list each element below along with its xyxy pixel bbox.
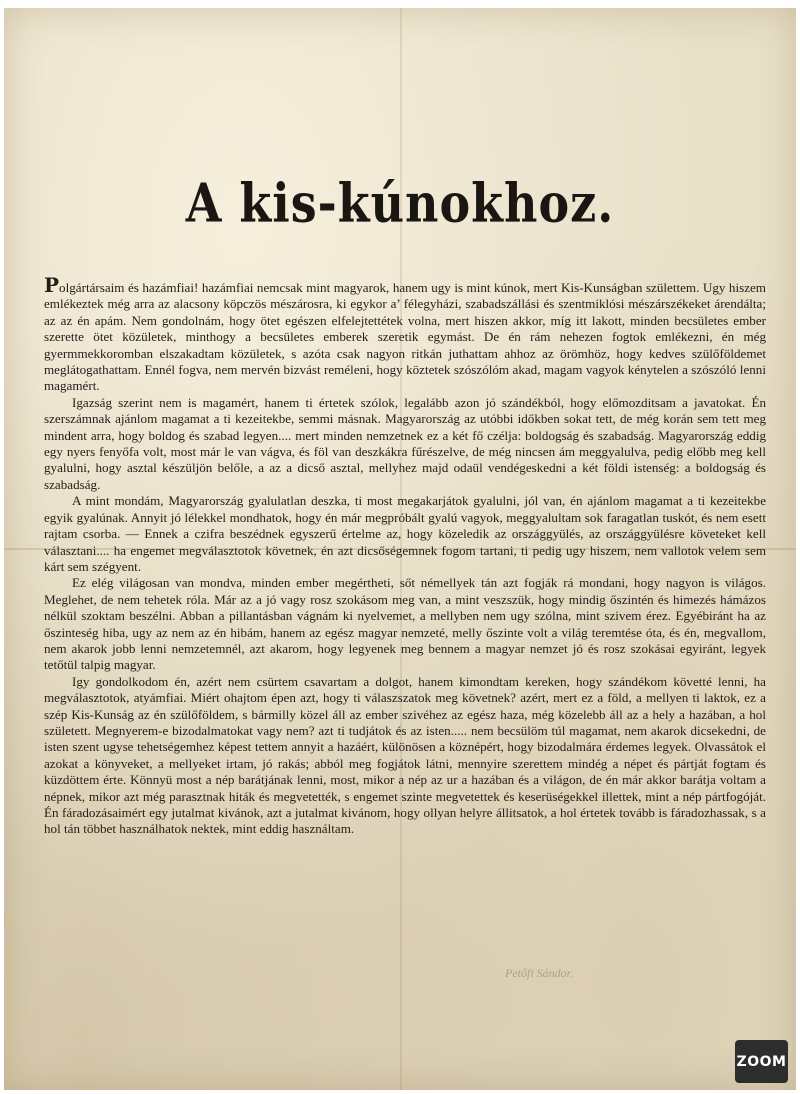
document-body <box>44 273 766 838</box>
zoom-watermark-logo: ZOOM <box>735 1040 788 1083</box>
drop-cap: P <box>44 273 60 297</box>
paragraph: Igazság szerint nem is magamért, hanem ti értetek szólok, legalább azon jó szándékból, hogy előmozditsam a javatokat. Én szerszámnak ajánlom magamat a ti kezeitekbe, semmi másnak. Magyarország az utóbbi időkben sokat tett, de még korán sem tett meg mindent arra, hogy boldog és szabad legyen.... mert minden nemzetnek ez a két fő czélja: boldogság és szabadság. Magyarország eddig egy nyers fenyőfa volt, most már le van vágva, és föl van deszkákra fűrészelve, de még nincsen ám meggyalulva, pedig előbb meg kell gyalulni, hogy asztal készüljön belőle, a az a dicső asztal, mellyhez majd odaül vendégeskedni a két földi istenség: a boldogság és szabadság. <box>44 394 766 492</box>
paragraph: Polgártársaim és hazámfiai! hazámfiai nemcsak mint magyarok, hanem ugy is mint kúnok, mert Kis-Kunságban születtem. Ugy hiszem emlékeztek még arra az alacsony köpczös mészárosra, ki egykor a’ félegyházi, szabadszállási és szentmiklósi mészárszékeket árendálta; az az én apám. Nem gondolnám, hogy ötet egészen elfelejtettétek volna, mert hiszen akkor, míg itt lakott, minden becsületes ember szerette ötet közületek, minthogy a becsületes emberek szeretik egymást. De én rám nehezen fogtok emlékezni, én még gyermmekkoromban elszakadtam közületek, s azóta csak nagyon ritkán juthattam ahhoz az örömhöz, hogy kedves szülőföldemet meglátogathattam. Ennél fogva, nem mervén bizvást reméleni, hogy köztetek szószólóm akad, magam vagyok kénytelen a szószóló lenni magamért. <box>44 273 766 394</box>
faded-signature: Petőfi Sándor. <box>505 966 573 980</box>
paragraph: A mint mondám, Magyarország gyalulatlan deszka, ti most megakarjátok gyalulni, jól van, én ajánlom magamat a ti kezeitekbe egyik gyalúnak. Annyit jó lélekkel mondhatok, hogy én már megpróbált gyalú vagyok, meggyalultam sok faragatlan tuskót, és nem esett rajtam csorba. — Ennek a czifra beszédnek egyszerű értelme az, hogy közeledik az országgyülés, az országgyülésre követeket kell választani.... ha engemet megválasztotok követnek, én azt dicsőségemnek fogom tartani, ti pedig ugy hiszem, nem vallotok velem sem kárt sem szégyent. <box>44 493 766 574</box>
document-title: A kis-kúnokhoz. <box>185 171 615 235</box>
paragraph: Igy gondolkodom én, azért nem csürtem csavartam a dolgot, hanem kimondtam kereken, hogy szándékom követté lenni, ha megválasztotok, atyámfiai. Miért ohajtom épen azt, hogy ti válaszszatok meg követnek? azért, mert ez a föld, a mellyen ti laktok, ez a szép Kis-Kunság az én szülőföldem, s bármilly közel áll az ember szivéhez az egész haza, még közelebb áll az a hely a hazában, a hol született. Megnyerem-e bizodalmatokat vagy nem? azt ti tudjátok és az isten..... nem becsülöm túl magamat, nem akarok dicsekedni, de isten szent ugyse tehetségemhez képest tettem annyit a hazáért, különösen a köznépért, hogy bizodalmára érdemes legyek. Olvassátok el azokat a könyveket, a mellyeket irtam, jó rakás; abból meg fogjátok látni, mennyire szerettem mindég a népet és pártját fogtam és küzdöttem érte. Könnyü most a nép barátjának lenni, most, mikor a nép az ur a hazában és a világon, de én már akkor barátja voltam a népnek, mikor azt még parasztnak hiták és megvetették, s engemet szinte megvetettek és keserüségekkel illettek, mint a nép pártfogóját. Én fáradozásaimért egy jutalmat kivánok, azt a jutalmat kivánom, hogy ollyan helyre állitsatok, a hol értetek tovább is fáradozhassak, s a hol tán többet használhatok nektek, mint eddig használtam. <box>44 673 766 837</box>
paragraph: Ez elég világosan van mondva, minden ember megértheti, sőt némellyek tán azt fogják rá mondani, hogy nagyon is világos. Meglehet, de nem tehetek róla. Már az a jó vagy rosz szokásom meg van, a mint veszszük, hogy mindig őszintén és himezés hámázos nélkül szoktam beszélni. Abban a pillantásban vágnám ki nyelvemet, a mellyben nem ugy szólna, mint szivem érez. Egyébiránt ha az őszinteség hiba, ugy az nem az én hibám, hanem az egész magyar nemzeté, melly őszinte volt a világ teremtése óta, és én, megvallom, nem akarok jobb lenni nemzetemnél, azt akarom, hogy legyenek meg bennem a magyar nemzet jó és rosz szokásai egyiránt, legyek tetőtül talpig magyar. <box>44 575 766 673</box>
